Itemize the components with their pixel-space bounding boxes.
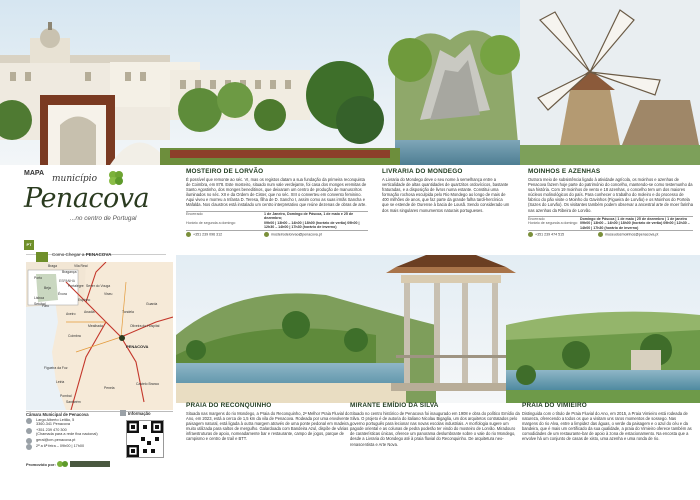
map-label: Braga [48, 264, 58, 268]
email-address[interactable]: museudosmoinhos@penacova.pt [605, 232, 659, 237]
map-pin-label: PENACOVA [126, 344, 149, 349]
map-label: Castelo Branco [136, 382, 160, 386]
divider [186, 230, 368, 231]
section-title: MIRANTE EMÍDIO DA SILVA [350, 402, 439, 409]
phone-text: +351 239 470 300 [36, 428, 67, 433]
info-row [528, 221, 693, 230]
section-moinhos [528, 168, 693, 237]
map-label: Espinho [78, 298, 91, 302]
info-value: 09h00 | 13h00 – 14h00 | 18h00 (horário de verão) 09h00 | 12h30 – 14h00 | 17h30 (horário de inverno) [264, 220, 360, 230]
info-key: Horário de segunda a domingo [186, 220, 236, 225]
language-badge: PT [24, 240, 34, 250]
section-title: MOSTEIRO DE LORVÃO [186, 168, 264, 175]
section-vimieiro [522, 402, 692, 442]
map-label: Portalegre [68, 284, 84, 288]
municipio-label: município [52, 174, 97, 184]
info-value: Domingo de Páscoa | 1 de maio | 25 de dezembro | 1 de janeiro [580, 216, 688, 221]
map-label: Pombal [60, 394, 72, 398]
hours-line [26, 444, 121, 450]
info-row [186, 212, 368, 221]
location-icon [26, 418, 32, 424]
section-title: MOINHOS E AZENHAS [528, 168, 601, 175]
map-label: Leiria [56, 380, 65, 384]
phone-icon [186, 232, 191, 237]
phone-number: +351 239 474 515 [535, 232, 565, 237]
section-title: PRAIA DO RECONQUINHO [186, 402, 272, 409]
mapa-label: MAPA [24, 170, 45, 177]
section-text: Situado no centro histórico de Penacova foi inaugurado em 1908 e obra do político Emídio da Silva. O projeto é de autoria do italiano Nicolau Bigaglia, um dos arquitetos contratados pelo governo português para lecionar nas novas escolas industriais. A morfologia sugere um pagode oriental e as colunas de pedra poderão ter vindo do mosteiro de Lorvão. Miradouro de caraterísticas únicas, oferece um panorama deslumbrante sobre o vale do rio Mondego, desde a Livraria do Mondego até à praia fluvial do Reconquinho. De arquitetura neo-renascentista e Arte Nova. [350, 411, 520, 447]
info-title: Informação [128, 411, 151, 416]
middle-panorama-illustration [176, 255, 700, 403]
map-label: Vila Real [74, 264, 88, 268]
section-reconquinho [186, 402, 354, 442]
contact-list [26, 418, 121, 450]
phone-number: +351 239 096 312 [193, 232, 223, 237]
map-label: Beja [44, 286, 51, 290]
info-key: Horário de segunda a domingo [528, 221, 578, 226]
section-title: LIVRARIA DO MONDEGO [382, 168, 463, 175]
section-text: Outrora meio de subsistência ligado à atividade agrícola, os moinhos e azenhas de Penacova fazem hoje parte do património do concelho, mantendo-se como testemunho da sua história. Com 19 moinhos de vento e 18 azenhas, o concelho tem um dos maiores núcleos molinológicos do país. Para conhecer o trabalho do moleiro e do processo de fabrico do pão visite o Moinho do Gavinhos (Figueira de Lorvão) e os Moinhos do Portela (Sazes do Lorvão). Os visitantes também podem observar a ancestral arte de moer farinha nas azenhas da Ribeira de Lorvão. [528, 177, 693, 213]
map-label: Penela [104, 386, 115, 390]
how-to-get-label: Como Chegar a [52, 252, 86, 257]
footer-logo [56, 458, 112, 478]
phone-note-text: (Chamada para a rede fixa nacional) [36, 432, 98, 437]
qr-code-icon[interactable] [126, 420, 164, 458]
map-label: Évora [58, 292, 67, 296]
map-label: Bragança [62, 270, 77, 274]
map-label: Viseu [104, 292, 113, 296]
windmill-drawing [520, 0, 700, 165]
map-label: Lisboa [34, 296, 44, 300]
map-label: Faro [42, 304, 49, 308]
email-text[interactable]: geral@cm-penacova.pt [36, 438, 76, 443]
penacova-pin [119, 335, 125, 341]
email-icon [598, 232, 603, 237]
email-icon [264, 232, 269, 237]
map-label: Tondela [122, 310, 134, 314]
section-title: PRAIA DO VIMIEIRO [522, 402, 587, 409]
brand-logo [24, 170, 154, 230]
map-label: Setúbal [34, 302, 46, 306]
pin-marker-icon [36, 252, 48, 262]
map-label: Guarda [146, 302, 158, 306]
map-country-label: ESPANHA [59, 279, 75, 283]
divider [528, 230, 693, 231]
info-value: 1 de Janeiro, Domingo de Páscoa, 1 de maio e 25 de dezembro; [264, 211, 354, 221]
brand-tagline: ...no centro de Portugal [70, 215, 137, 222]
map-label: Coimbra [68, 334, 81, 338]
map-label: Oliveira do Hospital [130, 324, 160, 328]
how-to-get-heading [52, 252, 111, 257]
livraria-rocks-drawing [388, 30, 525, 165]
postal-text: 3360-341 Penacova [36, 422, 70, 427]
map-label: Santarém [66, 400, 81, 404]
section-lorvao [186, 168, 368, 237]
info-value: 09h00 | 13h00 – 14h00 | 18h00 (horário de verão) 09h00 | 12h30 – 14h00 | 17h30 (horário de inverno) [580, 221, 690, 230]
promoted-by-label: Promovido por: [26, 462, 56, 467]
section-text: É possível que remonte ao séc. VI, mas os registos datam a sua fundação da primeira reconquista de Coimbra, em 878. Este mosteiro, situado num vale verdejante, foi casa dos monges eremitas de Santo Agostinho, dos monges beneditinos, que deixaram um centro de produção de manuscritos iluminados no séc. XII e da Ordem de Cister, que no séc. XIII o converteu em convento feminino. Aqui viveu e morreu a Infanta D. Teresa, filha de D. Sancho I, assim como as suas irmãs Sancha e Mafalda. Nos claustros está instalado um centro interpretativo que reúne dezenas de obras de arte. [186, 177, 367, 208]
section-text: Distinguida com o título de Praia Fluvial do Ano, em 2015, a Praia Vimieiro está rodeada de natureza, oferecendo a todos os que a visitam uns raros momentos de sossego. Nas margens do rio Alva, entre a limpidez das águas, o verde da paisagem e o azul do céu e da bandeira, que é mais um certificado da sua qualidade, a praia do Vimieiro oferece também as comodidades de um restaurante-bar de apoio à zona de estacionamento. Na encosta que a envolve há um conjunto de casas de xisto, uma azenha e uma ronda de rio. [522, 411, 692, 442]
regional-map[interactable] [26, 262, 173, 410]
sidebar-spacer [24, 236, 174, 241]
clock-icon [26, 444, 32, 450]
top-panorama-illustration [0, 0, 700, 165]
section-text: Situada nas margens do rio Mondego, a Praia do Reconquinho, 2ª Melhor Praia Fluvial do Ano, em 2023, está a cerca de 1,5 km da vila de Penacova. Rodeada por uma envolvente paisagem natural, está ligada à outra margem através de uma ponte pedonal em madeira, muito utilizada para saltos de mergulho. Galardoada com Bandeira Azul, dispõe de várias infraestruturas de apoio, nomeadamente bar e restaurante, campo de jogos, parque de campismo e centro de trail e BTT. [186, 411, 350, 442]
panorama-svg [0, 0, 700, 165]
map-label: Figueira da Foz [44, 366, 68, 370]
section-livraria [382, 168, 510, 213]
hours-text: 2ª a 6ª feira – 09h00 | 17h00 [36, 444, 85, 449]
map-label: Anadia [84, 310, 95, 314]
mid-panorama-svg [176, 255, 700, 403]
email-address[interactable]: mosteirodelorvao@penacova.pt [271, 232, 322, 237]
info-key: Encerrado [528, 216, 545, 221]
map-label: Porto [34, 276, 43, 280]
phone-icon [26, 428, 32, 434]
brand-name: Penacova [24, 183, 150, 214]
map-label: Sever do Vouga [86, 284, 111, 288]
how-to-get-place: PENACOVA [85, 252, 112, 257]
info-row [186, 221, 368, 230]
section-mirante [350, 402, 520, 447]
address-text: Largo Alberto Leitão, 5 [36, 418, 75, 423]
section-text: A Livraria do Mondego deve o seu nome à semelhança entre a verticalidade de altas quantidades de quartzitos ordovícicos, bastante fraturadas, e a disposição de livros numa estante. Constitui uma formação rochosa esculpida pelo Rio Mondego ao longo de mais de 400 milhões de anos, que faz parte da grande falha tardi-hercínica que se estende de Ourense à bacia de Lousã. Sendo considerado um dos mais singulares monumentos naturais portugueses. [382, 177, 510, 213]
contacts-title: Câmara Municipal de Penacova [26, 412, 89, 417]
map-label: Mealhada [88, 324, 103, 328]
phone-icon [528, 232, 533, 237]
map-label: Aveiro [66, 312, 76, 316]
info-icon [120, 410, 126, 416]
info-key: Encerrado [186, 211, 203, 216]
